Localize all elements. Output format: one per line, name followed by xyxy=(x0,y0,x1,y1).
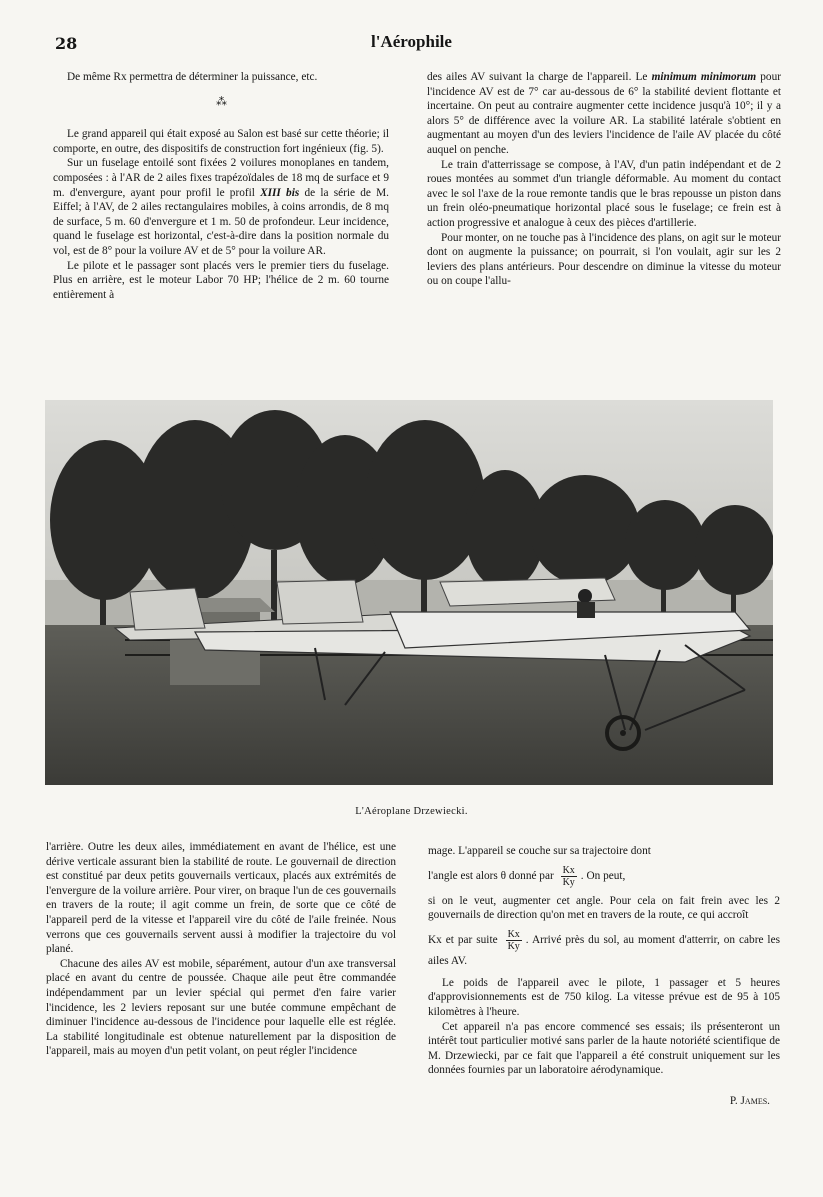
paragraph: Le train d'atterrissage se compose, à l'AV, d'un patin indépendant et de 2 roues montées au sommet d'un triangle déformable. Au moment du contact avec le sol l'axe de la roue remonte tandis que le bras repousse un piston dans un frein oléo-pneumatique horizontal placé sous le fuselage; ce frein est à action progressive et analogue à ceux des pièces d'artillerie. xyxy=(427,158,781,229)
paragraph: l'arrière. Outre les deux ailes, immédiatement en avant de l'hélice, est une dérive verticale assurant bien la stabilité de route. Le gouvernail de direction est constitué par deux petits gouvernails verticaux, placés aux extrémités de l'envergure de la voilure arrière. Pour virer, on braque l'un de ces gouvernails en travers de la route; il agit comme un frein, de sorte que ce côté de l'appareil perd de la vitesse et l'appareil vire du côté de l'aile freinée. Nous verrons que ces gouvernails servent aussi à modifier la trajectoire du vol plané. xyxy=(46,841,396,956)
author-signature: P. James. xyxy=(729,1094,770,1107)
formula-line: Kx et par suite $\frac{Kx}{Ky}$ . Arrivé près du sol, au moment d'atterrir, on cabre les ailes AV. xyxy=(428,928,780,967)
aeroplane-photograph xyxy=(45,400,773,785)
emphasis: XIII bis xyxy=(260,186,300,199)
aeroplane-illustration xyxy=(45,400,773,785)
paragraph: Pour monter, on ne touche pas à l'incidence des plans, on agit sur le moteur dont on augmente la puissance; on pourrait, si l'on voulait, agir sur les 2 leviers des plans antérieurs. Pour descendre on diminue la vitesse du moteur ou on coupe l'allu- xyxy=(427,231,781,288)
paragraph: Le poids de l'appareil avec le pilote, 1 passager et 5 heures d'approvisionnements est de 750 kilog. La vitesse prévue est de 95 à 105 kilomètres à l'heure. xyxy=(428,976,780,1018)
paragraph: De même Rx permettra de déterminer la puissance, etc. xyxy=(67,71,318,83)
journal-title: l'Aérophile xyxy=(371,32,452,51)
paragraph: Chacune des ailes AV est mobile, séparément, autour d'un axe transversal placé en avant du centre de poussée. Chaque aile peut être commandée indépendamment par un levier spécial qui permet d'en faire varier l'incidence, les 2 leviers reposant sur une butée commune empêchant de diminuer l'incidence au-dessous de l'incidence pour laquelle elle est réglée. La stabilité longitudinale est obtenue naturellement par la disposition de l'appareil, mais au moyen d'un petit volant, on peut régler l'incidence xyxy=(46,957,396,1058)
fraction: $\frac{Kx}{Ky}$ xyxy=(507,928,520,952)
figure-caption: L'Aéroplane Drzewiecki. xyxy=(355,806,468,817)
paragraph: mage. L'appareil se couche sur sa trajectoire dont xyxy=(428,845,651,857)
paragraph: des ailes AV suivant la charge de l'appareil. Le minimum minimorum pour l'incidence AV est de 7° car au-dessous de 6° la stabilité devient flottante et incertaine. On peut au contraire augmenter cette incidence jusqu'à 10°; il y a alors 5° de différence avec la voilure AR. La stabilité latérale s'obtient en augmentant au moyen d'un des leviers l'incidence de l'aile AV placée du côté auquel on penche. xyxy=(427,71,781,156)
theta-symbol: θ xyxy=(500,869,507,882)
paragraph: si on le veut, augmenter cet angle. Pour cela on fait frein avec les 2 gouvernails de direction qu'on met en travers de la route, ce qui accroît xyxy=(428,894,780,922)
page-number: 28 xyxy=(55,34,78,53)
section-separator: ⁂ xyxy=(216,95,226,108)
fraction: $\frac{Kx}{Ky}$ xyxy=(562,864,575,888)
paragraph: Cet appareil n'a pas encore commencé ses essais; ils présenteront un intérêt tout particulier motivé sans parler de la haute notoriété scientifique de M. Drzewiecki, par ce fait que l'appareil a été construit uniquement sur les données fournies par un laboratoire aérodynamique. xyxy=(428,1020,780,1077)
paragraph: Le grand appareil qui était exposé au Salon est basé sur cette théorie; il comporte, en outre, des dispositifs de construction fort ingénieux (fig. 5). xyxy=(53,128,389,155)
right-column-bottom xyxy=(428,844,780,1109)
formula-line: l'angle est alors θ donné par $\frac{Kx}{Ky}$ . On peut, xyxy=(428,864,626,888)
left-column-bottom xyxy=(46,840,396,1059)
paragraph: Sur un fuselage entoilé sont fixées 2 voilures monoplanes en tandem, composées : à l'AR de 2 ailes fixes trapézoïdales de 18 mq de surface et 9 m. d'envergure, ayant pour profil le profil XIII bis de la série de M. Eiffel; à l'AV, de 2 ailes rectangulaires mobiles, à coins arrondis, de 8 mq de surface, 5 m. 60 d'envergure et 1 m. 50 de profondeur. Leur incidence, quand le fuselage est horizontal, c'est-à-dire dans la position normale du vol, est de 8° pour la voilure AV et de 5° pour la voilure AR. xyxy=(53,157,389,257)
right-column-top xyxy=(427,70,781,289)
paragraph: Le pilote et le passager sont placés vers le premier tiers du fuselage. Plus en arrière, est le moteur Labor 70 HP; l'hélice de 2 m. 60 tourne entièrement à xyxy=(53,259,389,301)
emphasis: minimum minimorum xyxy=(651,71,757,83)
left-column-top xyxy=(53,70,389,302)
